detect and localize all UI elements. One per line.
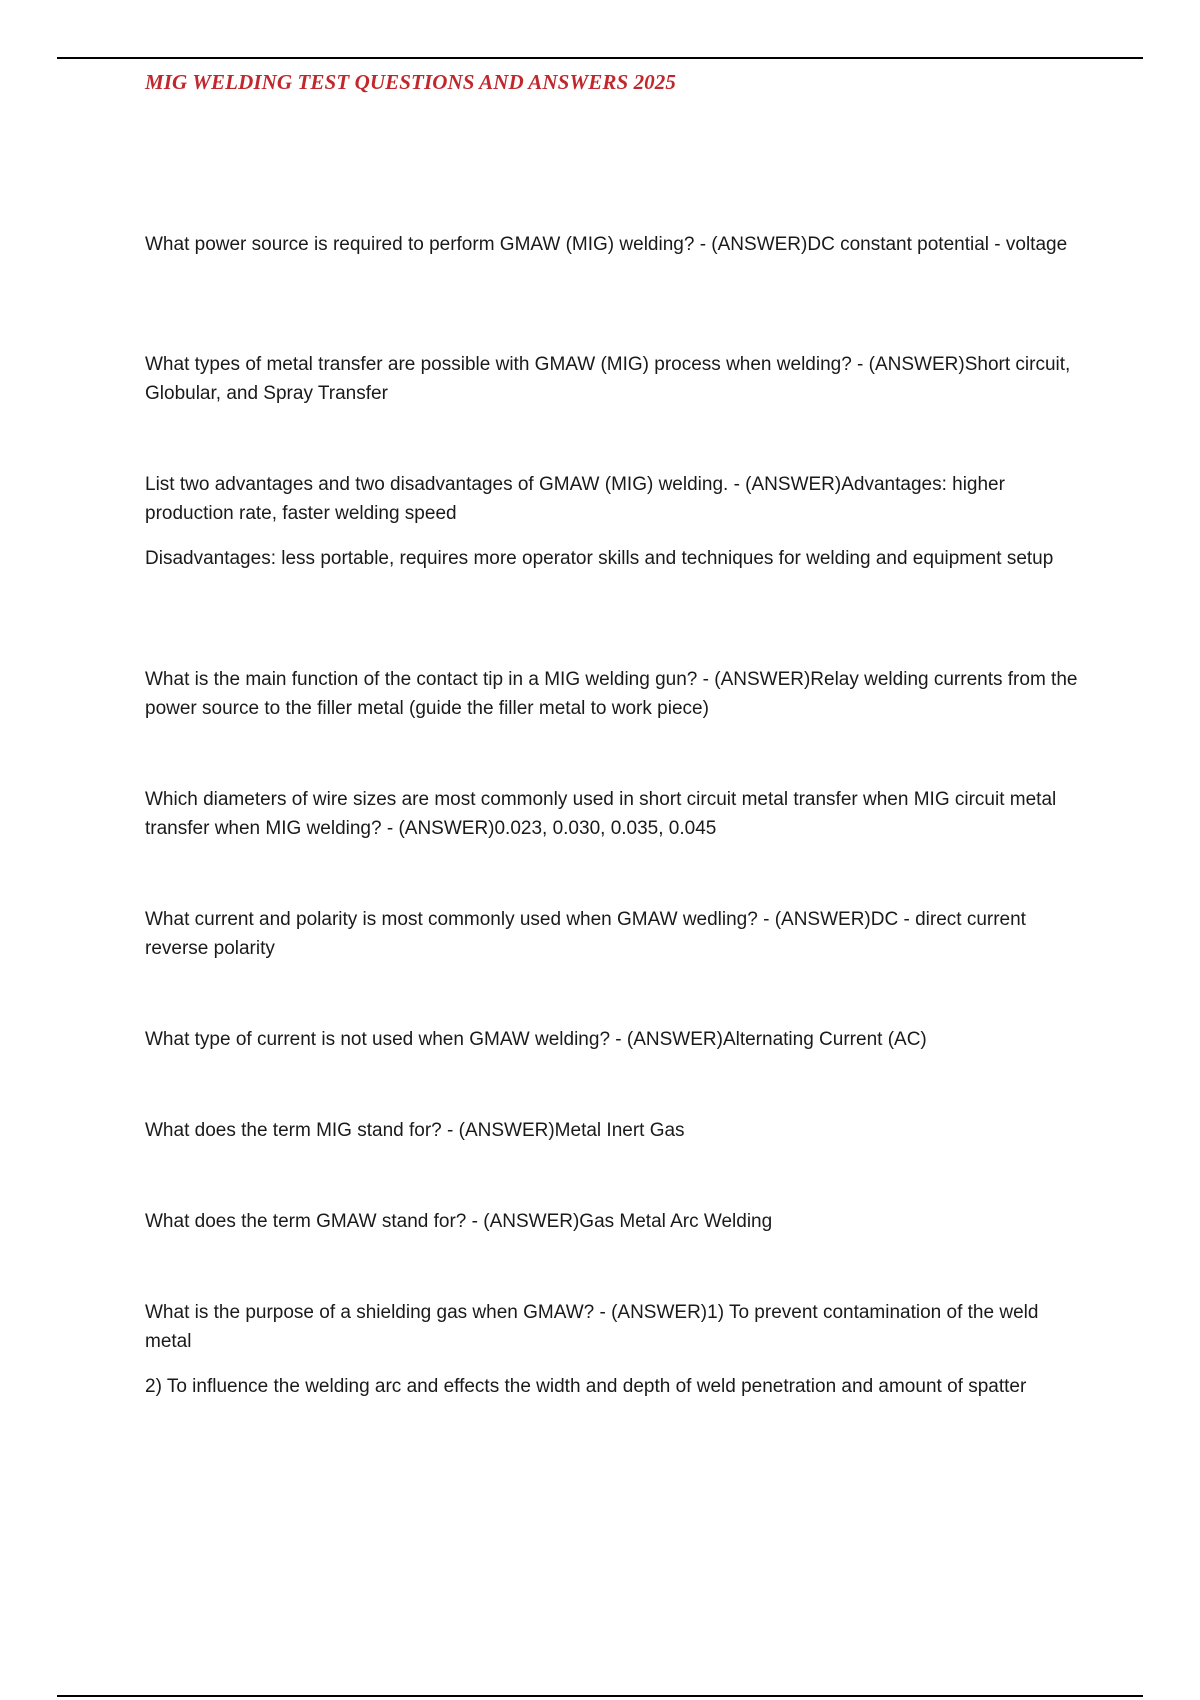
qa-text-continued: 2) To influence the welding arc and effects the width and depth of weld penetration and amount of spatter — [145, 1376, 1027, 1397]
bottom-rule — [57, 1695, 1143, 1697]
qa-text: What does the term GMAW stand for? - (ANSWER)Gas Metal Arc Welding — [145, 1211, 773, 1232]
qa-item-7 — [145, 1025, 1090, 1054]
qa-item-4 — [145, 665, 1090, 723]
qa-text: What does the term MIG stand for? - (ANSWER)Metal Inert Gas — [145, 1120, 685, 1141]
document-title: MIG WELDING TEST QUESTIONS AND ANSWERS 2025 — [145, 70, 676, 94]
top-rule — [57, 57, 1143, 59]
qa-item-9 — [145, 1207, 1090, 1236]
qa-text: What types of metal transfer are possible with GMAW (MIG) process when welding? - (ANSWER)Short circuit, Globular, and Spray Transfer — [145, 354, 1071, 404]
qa-item-3 — [145, 470, 1090, 573]
qa-text: What is the purpose of a shielding gas when GMAW? - (ANSWER)1) To prevent contamination of the weld metal — [145, 1302, 1039, 1352]
qa-item-8 — [145, 1116, 1090, 1145]
qa-text: List two advantages and two disadvantages of GMAW (MIG) welding. - (ANSWER)Advantages: higher production rate, faster welding speed — [145, 474, 1005, 524]
qa-text: What type of current is not used when GMAW welding? - (ANSWER)Alternating Current (AC) — [145, 1029, 927, 1050]
qa-item-6 — [145, 905, 1090, 963]
qa-item-5 — [145, 785, 1090, 843]
qa-text: What power source is required to perform GMAW (MIG) welding? - (ANSWER)DC constant potential - voltage — [145, 234, 1068, 255]
qa-text: What current and polarity is most commonly used when GMAW wedling? - (ANSWER)DC - direct current reverse polarity — [145, 909, 1026, 959]
qa-text-continued: Disadvantages: less portable, requires more operator skills and techniques for welding and equipment setup — [145, 548, 1054, 569]
qa-item-2 — [145, 350, 1090, 408]
qa-text: What is the main function of the contact tip in a MIG welding gun? - (ANSWER)Relay welding currents from the power source to the filler metal (guide the filler metal to work piece) — [145, 669, 1078, 719]
qa-item-1 — [145, 230, 1090, 259]
qa-item-10 — [145, 1298, 1090, 1401]
qa-text: Which diameters of wire sizes are most commonly used in short circuit metal transfer when MIG circuit metal transfer when MIG welding? - (ANSWER)0.023, 0.030, 0.035, 0.045 — [145, 789, 1057, 839]
